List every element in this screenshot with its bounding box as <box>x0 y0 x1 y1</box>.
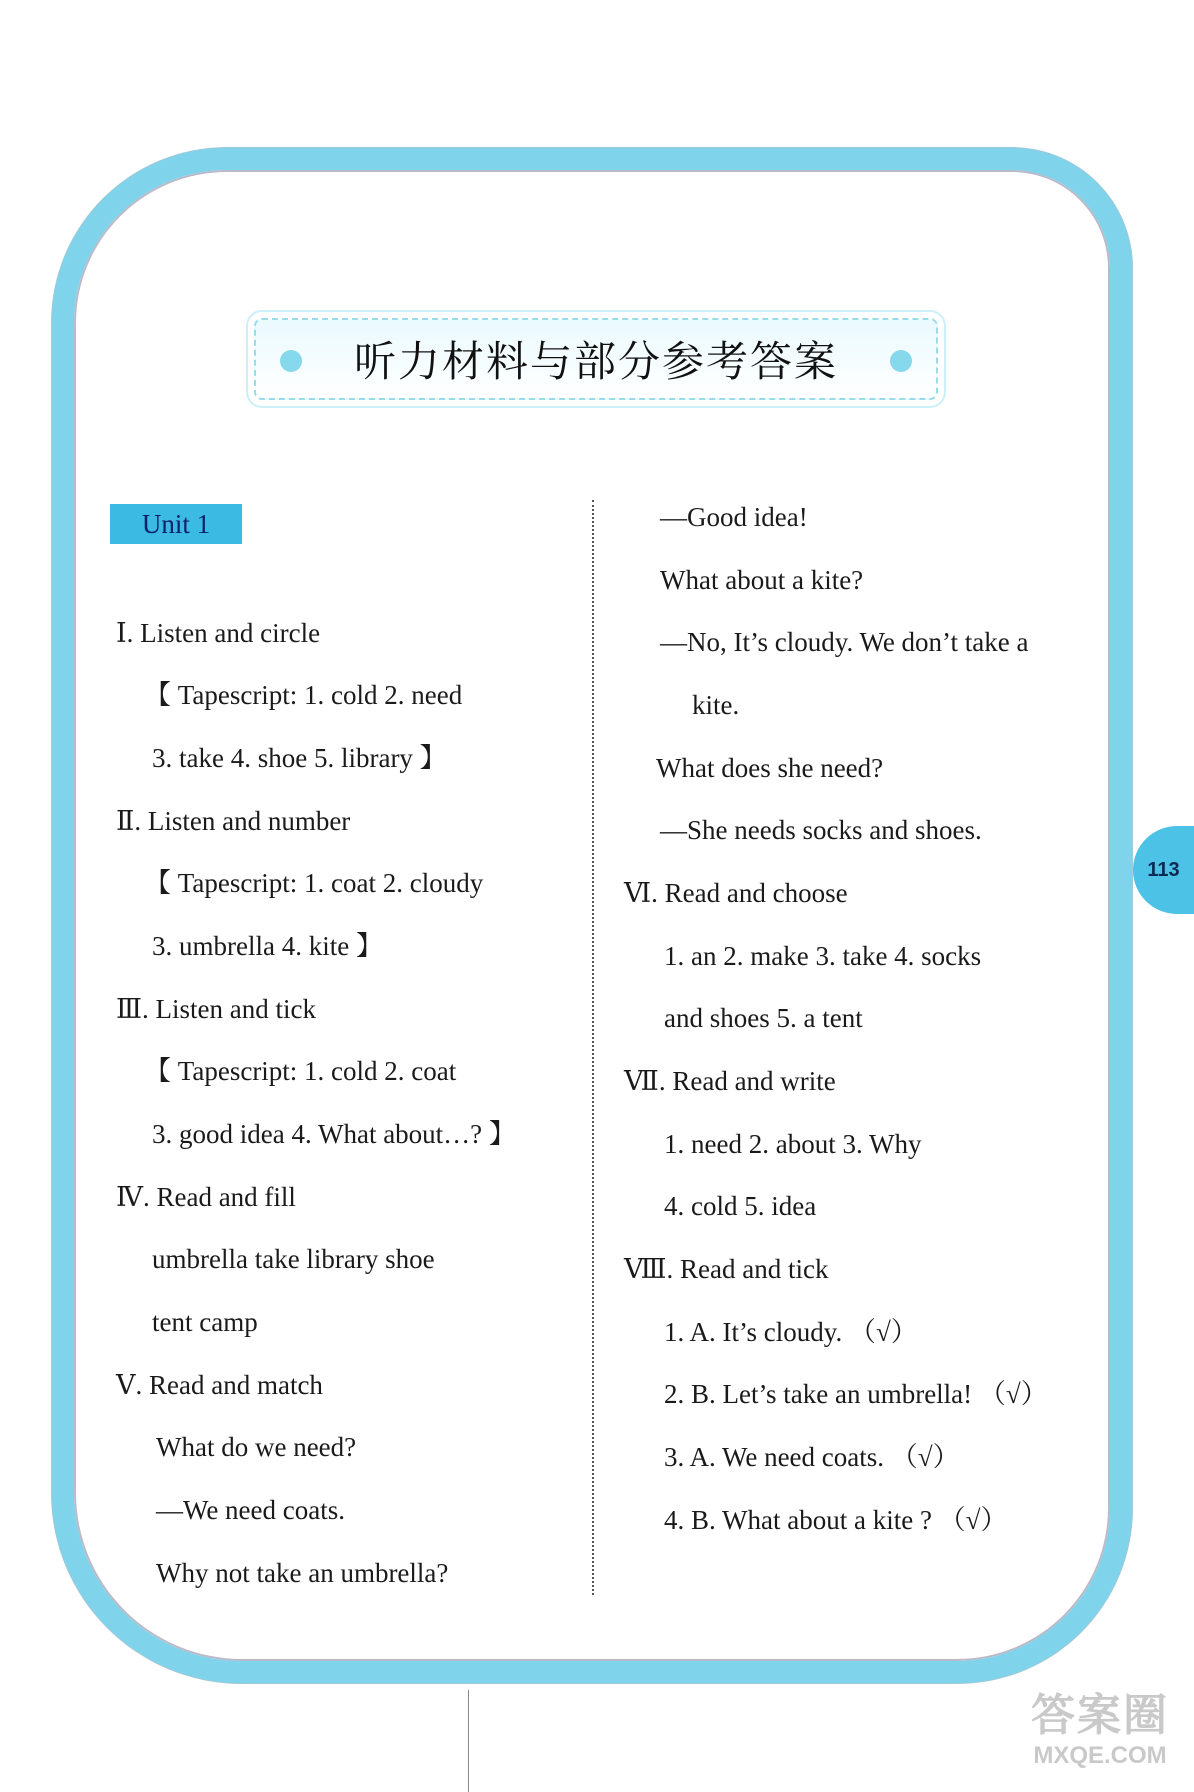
right-line-3: —No, It’s cloudy. We don’t take a <box>660 627 1029 657</box>
left-line-5: 【 Tapescript: 1. coat 2. cloudy <box>144 868 484 898</box>
page-number: 113 <box>1147 858 1180 881</box>
right-line-14: 1. A. It’s cloudy. （√） <box>664 1317 918 1347</box>
right-line-17: 4. B. What about a kite ? （√） <box>664 1505 1008 1535</box>
right-line-5: What does she need? <box>656 753 884 783</box>
left-line-13: Ⅴ. Read and match <box>116 1370 323 1400</box>
right-line-9: and shoes 5. a tent <box>664 1003 863 1033</box>
right-line-8: 1. an 2. make 3. take 4. socks <box>664 941 982 971</box>
left-line-16: Why not take an umbrella? <box>156 1558 449 1588</box>
left-line-12: tent camp <box>152 1307 258 1337</box>
page-title: 听力材料与部分参考答案 <box>353 337 838 386</box>
left-line-6: 3. umbrella 4. kite 】 <box>152 931 383 961</box>
banner-dot-left <box>280 350 302 372</box>
left-line-7: Ⅲ. Listen and tick <box>116 994 316 1024</box>
left-line-1: Ⅰ. Listen and circle <box>116 618 321 648</box>
right-line-15: 2. B. Let’s take an umbrella! （√） <box>664 1379 1048 1409</box>
right-line-10: Ⅶ. Read and write <box>624 1066 836 1096</box>
left-line-8: 【 Tapescript: 1. cold 2. coat <box>144 1056 457 1086</box>
right-line-6: —She needs socks and shoes. <box>660 815 982 845</box>
right-line-11: 1. need 2. about 3. Why <box>664 1129 922 1159</box>
left-line-14: What do we need? <box>156 1432 357 1462</box>
watermark <box>1010 1690 1190 1786</box>
bottom-edge-mark <box>468 1690 469 1792</box>
watermark-logo: 答案圈 <box>1031 1691 1169 1740</box>
right-line-12: 4. cold 5. idea <box>664 1191 817 1221</box>
right-line-7: Ⅵ. Read and choose <box>624 878 848 908</box>
column-divider <box>592 500 594 1595</box>
right-line-2: What about a kite? <box>660 565 864 595</box>
right-line-16: 3. A. We need coats. （√） <box>664 1442 960 1472</box>
left-line-3: 3. take 4. shoe 5. library 】 <box>152 743 447 773</box>
left-line-9: 3. good idea 4. What about…? 】 <box>152 1119 516 1149</box>
banner-dot-right <box>890 350 912 372</box>
left-line-10: Ⅳ. Read and fill <box>116 1182 296 1212</box>
left-line-11: umbrella take library shoe <box>152 1244 435 1274</box>
left-line-4: Ⅱ. Listen and number <box>116 806 351 836</box>
unit-badge: Unit 1 <box>110 504 242 544</box>
right-line-4: kite. <box>692 690 740 720</box>
left-line-2: 【 Tapescript: 1. cold 2. need <box>144 680 463 710</box>
page-number-tab <box>1133 826 1194 914</box>
left-line-15: —We need coats. <box>156 1495 345 1525</box>
watermark-url: MXQE.COM <box>1033 1742 1167 1769</box>
title-banner <box>254 318 938 400</box>
right-line-1: —Good idea! <box>660 502 808 532</box>
right-line-13: Ⅷ. Read and tick <box>624 1254 829 1284</box>
